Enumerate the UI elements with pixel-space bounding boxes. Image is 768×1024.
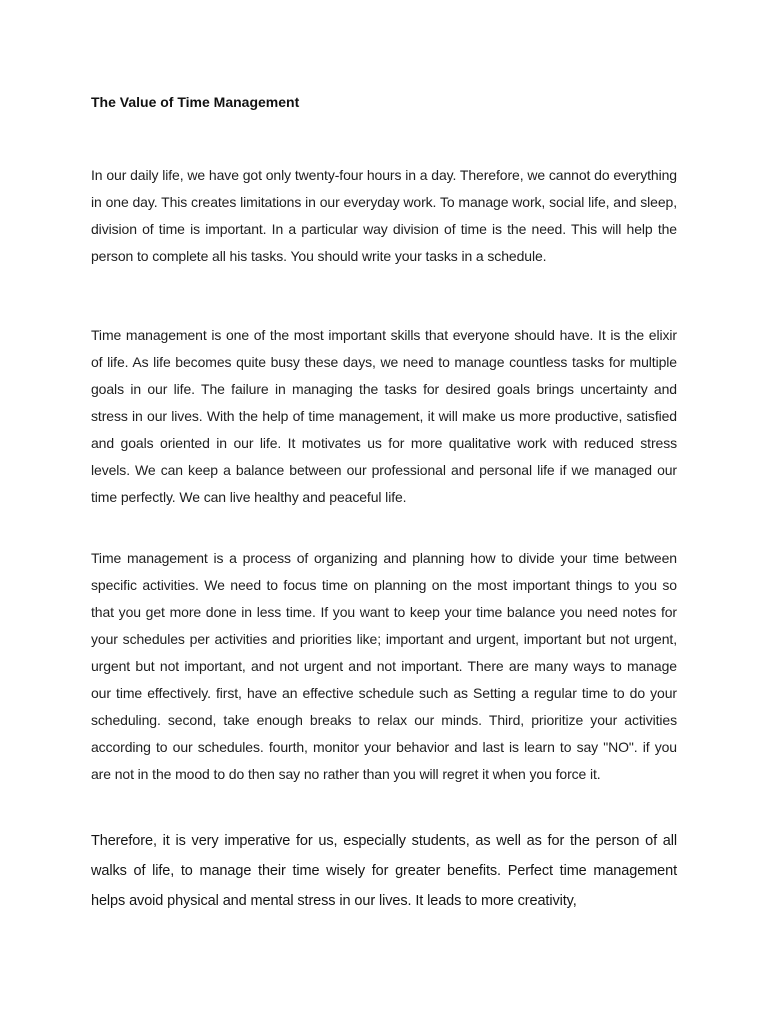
- paragraph-1: In our daily life, we have got only twenty-four hours in a day. Therefore, we cannot do everything in one day. This creates limitations in our everyday work. To manage work, social life, and sleep, division of time is important. In a particular way division of time is the need. This will help the person to complete all his tasks. You should write your tasks in a schedule.: [91, 167, 677, 264]
- paragraph-2: Time management is one of the most important skills that everyone should have. It is the elixir of life. As life becomes quite busy these days, we need to manage countless tasks for multiple goals in our life. The failure in managing the tasks for desired goals brings uncertainty and stress in our lives. With the help of time management, it will make us more productive, satisfied and goals oriented in our life. It motivates us for more qualitative work with reduced stress levels. We can keep a balance between our professional and personal life if we managed our time perfectly. We can live healthy and peaceful life.: [91, 327, 677, 505]
- paragraph-3: Time management is a process of organizing and planning how to divide your time between specific activities. We need to focus time on planning on the most important things to you so that you get more done in less time. If you want to keep your time balance you need notes for your schedules per activities and priorities like; important and urgent, important but not urgent, urgent but not important, and not urgent and not important. There are many ways to manage our time effectively. first, have an effective schedule such as Setting a regular time to do your scheduling. second, take enough breaks to relax our minds. Third, prioritize your activities according to our schedules. fourth, monitor your behavior and last is learn to say "NO". if you are not in the mood to do then say no rather than you will regret it when you force it.: [91, 550, 677, 782]
- document-title: The Value of Time Management: [91, 94, 300, 110]
- paragraph-4: Therefore, it is very imperative for us, especially students, as well as for the person of all walks of life, to manage their time wisely for greater benefits. Perfect time management helps avoid physical and mental stress in our lives. It leads to more creativity,: [91, 833, 677, 909]
